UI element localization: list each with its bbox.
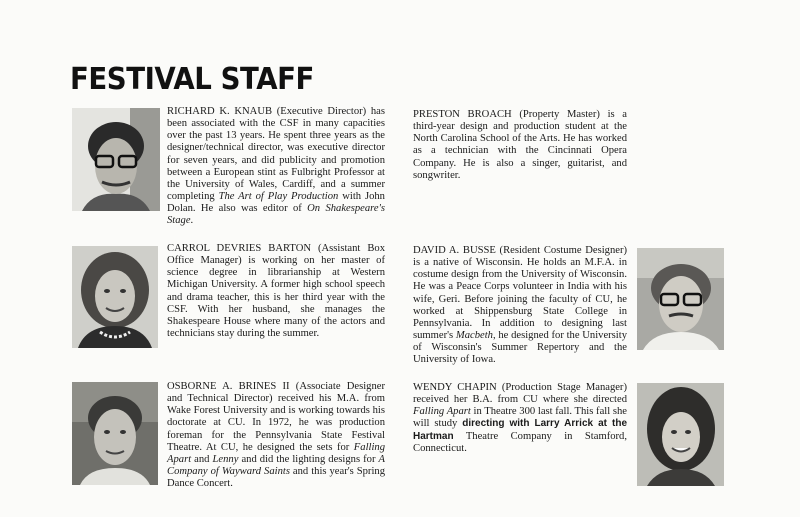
- portrait-barton: [72, 246, 158, 348]
- bio-knaub: RICHARD K. KNAUB (Executive Director) has been associated with the CSF in many capacities over the past 13 years. He spent three years as the designer/technical director, was executive director for seven years, and did publicity and promotion between a European stint as Fulbright Professor at the University of Wales, Cardiff, and a summer completing The Art of Play Production with John Dolan. He also was editor of On Shakespeare's Stage.: [167, 106, 385, 227]
- bio-broach: PRESTON BROACH (Property Master) is a third-year design and production student at the North Carolina School of the Arts. He has worked as a technician with the Cincinnati Opera Company. He is also a singer, guitarist, and songwriter.: [413, 109, 627, 181]
- bio-barton: CARROL DEVRIES BARTON (Assistant Box Office Manager) is working on her master of science degree in librarianship at Western Michigan University. A former high school speech and drama teacher, this is her third year with the CSF. With her husband, she manages the Shakespeare House where many of the actors and technicians stay during the summer.: [167, 243, 385, 340]
- bio-busse: DAVID A. BUSSE (Resident Costume Designer) is a native of Wisconsin. He holds an M.F.A. in costume design from the University of Wisconsin. He was a Peace Corps volunteer in India with his wife, Geri. Before joining the faculty of CU, he worked at Shippensburg State College in Pennsylvania. In addition to designing last summer's Macbeth, he designed for the University of Wisconsin's Summer Repertory and the University of Iowa.: [413, 245, 627, 366]
- bio-brines: OSBORNE A. BRINES II (Associate Designer and Technical Director) received his M.A. from Wake Forest University and is working towards his doctorate at CU. In 1972, he was production foreman for the Pennsylvania State Festival Theatre. At CU, he designed the sets for Falling Apart and Lenny and did the lighting designs for A Company of Wayward Saints and this year's Spring Dance Concert.: [167, 381, 385, 490]
- page-title: FESTIVAL STAFF: [70, 62, 314, 97]
- bio-chapin: WENDY CHAPIN (Production Stage Manager) received her B.A. from CU where she directed Falling Apart in Theatre 300 last fall. This fall she will study directing with Larry Arrick at the Hartman Theatre Company in Stamford, Connecticut.: [413, 382, 628, 454]
- portrait-busse: [637, 248, 724, 350]
- portrait-brines: [72, 382, 158, 485]
- portrait-chapin: [637, 383, 724, 486]
- portrait-knaub: [72, 108, 160, 211]
